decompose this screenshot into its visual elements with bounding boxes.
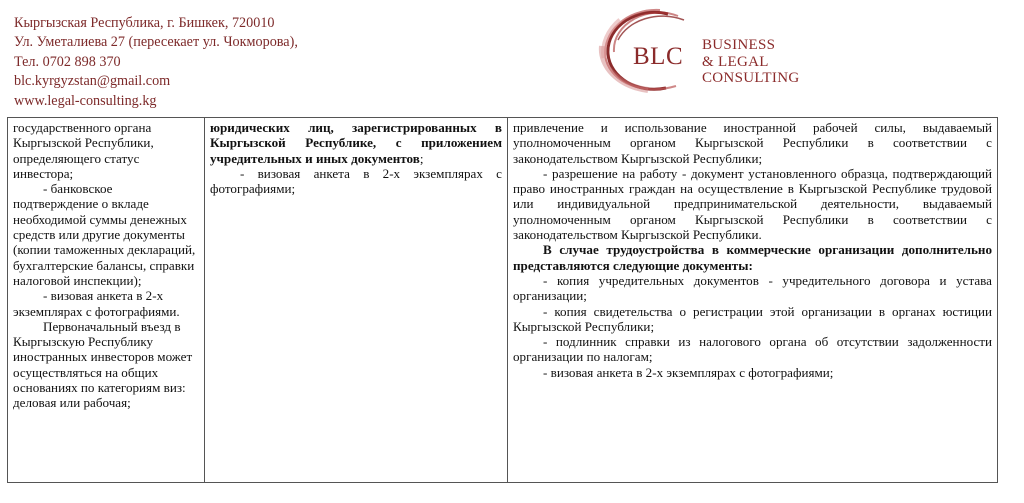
text: ;	[419, 150, 424, 166]
logo-text	[702, 37, 799, 87]
logo-mark: BLC	[633, 43, 684, 70]
logo-line-business: BUSINESS	[702, 37, 776, 53]
requirements-table	[7, 117, 998, 483]
paragraph: - визовая анкета в 2-х экземплярах с фотографиями;	[210, 165, 502, 197]
bold-text: юридических лиц, зарегистрированных в Кыргызской Республике, с приложением учредительных и иных документов	[210, 120, 502, 166]
table-cell-col2	[205, 118, 508, 483]
paragraph: - копия учредительных документов - учредительного договора и устава организации;	[513, 272, 992, 304]
paragraph: государственного органа Кыргызской Республики, определяющего статус инвестора;	[13, 120, 154, 181]
paragraph	[210, 120, 502, 166]
paragraph: - подлинник справки из налогового органа об отсутствии задолженности организации по налогам;	[513, 334, 992, 365]
paragraph: - копия свидетельства о регистрации этой организации в органах юстиции Кыргызской Республики;	[513, 303, 992, 334]
table-cell-col3	[508, 118, 998, 483]
paragraph: привлечение и использование иностранной рабочей силы, выдаваемый уполномоченным органом Кыргызской Республики в соответствии с законодательством Кыргызской Республики;	[513, 120, 992, 166]
table-row	[8, 118, 998, 483]
table-cell-col1	[8, 118, 205, 483]
website-link[interactable]: www.legal-consulting.kg	[14, 92, 157, 109]
logo-line-legal: & LEGAL	[702, 53, 769, 70]
paragraph: Первоначальный въезд в Кыргызскую Республику иностранных инвесторов может осуществляться на общих основаниях по категориям виз: деловая или рабочая;	[13, 318, 193, 411]
paragraph-bold: В случае трудоустройства в коммерческие организации дополнительно представляются следующие документы:	[513, 242, 992, 273]
company-logo	[598, 6, 838, 96]
paragraph: - разрешение на работу - документ установленного образца, подтверждающий право иностранных граждан на осуществление в Кыргызской Республике трудовой или индивидуальной предпринимательской деятельности, выдаваемый уполномоченным органом Кыргызской Республики в соответствии с законодательством Кыргызской Республики.	[513, 165, 992, 243]
paragraph: - банковское подтверждение о вкладе необходимой суммы денежных средств или другие документы (копии таможенных деклараций, бухгалтерские балансы, справки налоговой инспекции);	[13, 181, 196, 288]
logo-line-consulting: CONSULTING	[702, 70, 800, 86]
email-link[interactable]: blc.kyrgyzstan@gmail.com	[14, 73, 171, 90]
contact-block	[14, 14, 298, 111]
paragraph: - визовая анкета в 2-х экземплярах с фотографиями;	[543, 364, 834, 380]
street-line: Ул. Уметалиева 27 (пересекает ул. Чокморова),	[14, 34, 298, 51]
paragraph: - визовая анкета в 2-х экземплярах с фотографиями.	[13, 288, 180, 319]
phone-line: Тел. 0702 898 370	[14, 53, 121, 70]
address-line: Кыргызская Республика, г. Бишкек, 720010	[14, 15, 275, 31]
